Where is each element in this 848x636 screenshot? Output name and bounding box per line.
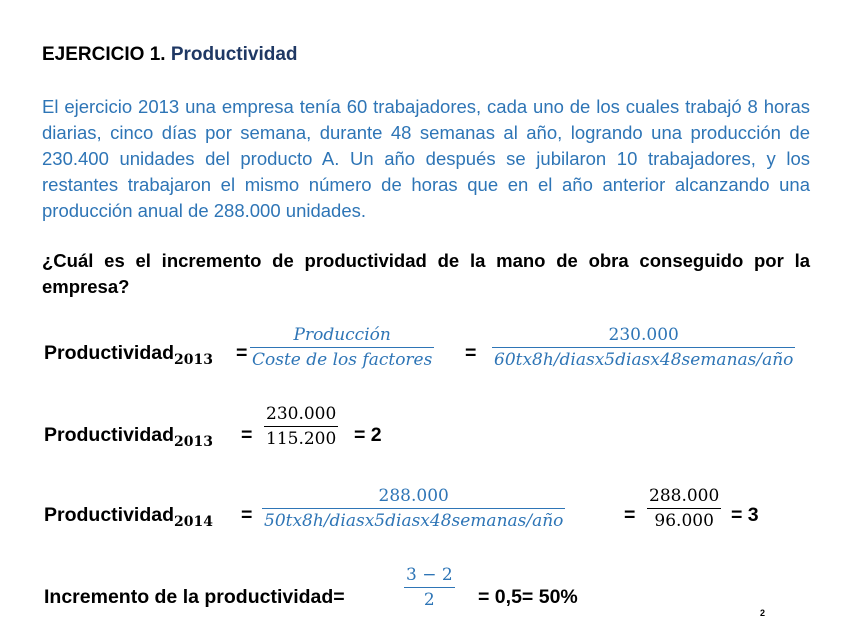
formula4-fraction xyxy=(404,563,455,612)
formula1-numerator-production: Producción xyxy=(293,325,391,345)
formula4-numerator: 3 − 2 xyxy=(406,565,453,585)
formula3-label-text: Productividad xyxy=(44,504,175,526)
page-number: 2 xyxy=(760,608,766,618)
formula4-denominator: 2 xyxy=(423,590,435,610)
formula1-equals-1: = xyxy=(236,342,248,364)
formula2-label xyxy=(44,424,213,450)
problem-question: ¿Cuál es el incremento de productividad de la mano de obra conseguido por la empresa? xyxy=(42,250,810,297)
formula3-fraction-expression xyxy=(262,484,565,533)
formula2-equals: = xyxy=(241,424,253,446)
formula3-numerator-value: 288.000 xyxy=(649,486,720,506)
formula1-equals-2: = xyxy=(465,342,477,364)
formula1-denominator-cost: Coste de los factores xyxy=(252,350,433,370)
exercise-title-topic: Productividad xyxy=(170,44,298,65)
formula3-label-sub: 2014 xyxy=(174,514,213,530)
formula4-result: = 0,5= 50% xyxy=(478,586,578,608)
exercise-title xyxy=(42,44,298,66)
formula1-denominator-expression: 60tx8h/diasx5diasx48semanas/año xyxy=(494,350,794,370)
formula1-fraction-definition xyxy=(250,323,434,372)
formula2-label-text: Productividad xyxy=(44,424,175,446)
exercise-title-prefix: EJERCICIO 1. xyxy=(42,44,166,65)
formula2-numerator: 230.000 xyxy=(266,404,337,424)
formula2-fraction xyxy=(264,402,338,451)
formula1-numerator-value: 230.000 xyxy=(608,325,679,345)
formula3-denominator-value: 96.000 xyxy=(654,511,714,531)
formula2-result: = 2 xyxy=(354,424,382,446)
formula3-fraction-values xyxy=(647,484,721,533)
formula3-numerator: 288.000 xyxy=(378,486,449,506)
formula1-label-text: Productividad xyxy=(44,342,175,364)
formula3-label xyxy=(44,504,213,530)
formula1-label-sub: 2013 xyxy=(174,352,213,368)
formula2-denominator: 115.200 xyxy=(266,429,337,449)
formula1-label xyxy=(44,342,213,368)
formula3-equals-2: = xyxy=(624,504,636,526)
formula1-fraction-values xyxy=(492,323,795,372)
formula4-label: Incremento de la productividad= xyxy=(44,586,345,608)
formula3-equals-1: = xyxy=(241,504,253,526)
problem-statement: El ejercicio 2013 una empresa tenía 60 trabajadores, cada uno de los cuales trabajó 8 horas diarias, cinco días por semana, durante 48 semanas al año, logrando una producción de 230.400 unidades del producto A. Un año después se jubilaron 10 trabajadores, y los restantes trabajaron el mismo número de horas que en el año anterior alcanzando una producción anual de 288.000 unidades. xyxy=(42,96,810,221)
formula3-denominator-expression: 50tx8h/diasx5diasx48semanas/año xyxy=(264,511,564,531)
formula3-result: = 3 xyxy=(731,504,759,526)
formula2-label-sub: 2013 xyxy=(174,434,213,450)
